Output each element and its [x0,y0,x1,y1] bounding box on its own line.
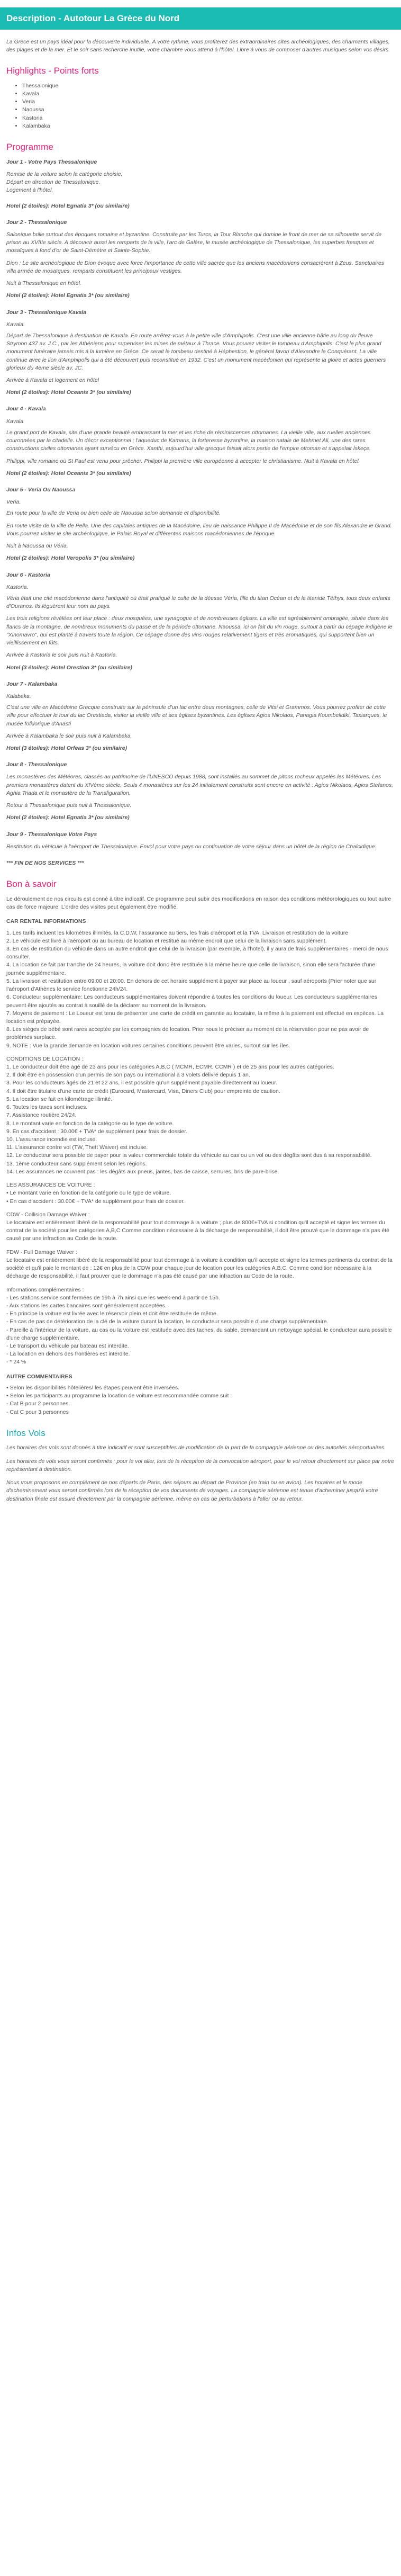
info-title: Informations complémentaires : [6,1286,84,1293]
day-line: Kavala. [6,321,25,328]
highlights-heading: Highlights - Points forts [6,66,99,76]
day-paragraph: Philippi, ville romaine où St Paul est venu pour prêcher. Philippi la première ville européenne à accepter le christianisme. Nuit à Kavala en hôtel. [6,457,360,464]
car-rental-item: 3. En cas de restitution du véhicule dans un autre endroit que celui de la livraison (par exemple, à l'hotel), il y aura de frais supplémentaires - merci de nous consulter. [6,945,388,961]
condition-item: 7. Assistance routière 24/24. [6,1112,77,1119]
day-line: Kavala [6,418,24,425]
highlight-item: • Veria [22,98,395,106]
day-line: Logement à l'hôtel. [6,187,53,194]
day-paragraph: En route pour la ville de Veria ou bien celle de Naoussa selon demande et disponibilité. [6,510,221,517]
condition-item: 14. Les assurances ne couvrent pas : les dégâts aux pneus, jantes, bas de caisse, serrures, bris de pare-brise. [6,1168,279,1175]
condition-item: 11. L'assurance contre vol (TW, Theft Waiver) est incluse. [6,1144,148,1151]
end-note: *** FIN DE NOS SERVICES *** [6,860,84,867]
day-paragraph: C'est une ville en Macédoine Grecque construite sur la péninsule d'un lac entre deux montagnes, celle de Vitsi et Grammos. Vous pourrez profiter de cette ville pour effectuer le tour du lac Orestiada, visiter la vieille ville et ses églises byzantines. Les églises Agios Nikolaos, Panagia Koumbelidiki, Taxiarques, le musée folklorique d'Anasti [6,704,387,727]
page [0,7,401,1530]
car-rental-item: 8. Les sièges de bébé sont rares acceptée par les compagnies de location. Prier nous le préciser au moment de la réservation pour ne pas avoir de problèmes surplace. [6,1026,369,1041]
bon-a-savoir-paragraph: Le déroulement de nos circuits est donné à titre indicatif. Ce programme peut subir des modifications en raison des conditions météorologiques ou tout autre cas de force majeure. L'ordre des visites peut également être modifié. [6,895,391,911]
programme-days [6,158,395,851]
day-line: Kastoria. [6,584,29,590]
cdw-text: Le locataire est entièrement libéré de la responsabilité pour tout dommage à la voiture ; plus de 800€+TVA si condition qu'il accepté et signe les termes du contrat de la société pour les catégories A,B,C Comme condition nécessaire à la décharge de responsabilité, il doit être prouvé que le dommage n'a pas été causé par une infraction au Code de la route. [6,1219,390,1242]
day-block [6,309,395,397]
condition-item: 12. Le conducteur sera possible de payer pour la valeur commerciale totale du véhicule au cas ou un vol ou des dégâts sont dus à sa responsabilité. [6,1152,372,1159]
condition-item: 4. Il doit être titulaire d'une carte de crédit (Eurocard, Mastercard, Visa, Diners Club) pour empreinte de caution. [6,1088,280,1094]
content [0,30,401,1503]
condition-item: 13. 1ème conducteur sans supplément selon les régions. [6,1160,147,1167]
infos-vols-paragraphs [6,1444,395,1503]
assurances-title: LES ASSURANCES DE VOITURE : [6,1182,95,1189]
day-paragraph: Nuit à Naoussa ou Véria. [6,543,68,550]
day-block [6,761,395,822]
day-paragraph: Retour à Thessalonique puis nuit à Thessalonique. [6,802,132,809]
day-block [6,158,395,210]
infos-vols-paragraph: Nous vous proposons en complément de nos départs de Paris, des séjours au départ de Province (en train ou en avion). Les horaires et le mode d'acheminement vous seront confirmés lors de la réception de vos documents de voyages. La compagnie aérienne est tenue d'acheminer jusqu'à votre destination finale est assuré directement par la compagnie aérienne, même en cas de perturbations à l'aller ou au retour. [6,1479,378,1502]
day-paragraph: En route visite de la ville de Pella. Une des capitales antiques de la Macédoine, lieu de naissance Philippe II de Macédoine et de son fils Alexandre le Grand. Vous pourrez visiter le site archéologique, le Palais Royal et différentes maisons macédoniennes de l'époque. [6,522,392,537]
info-item: - Pareille à l'intérieur de la voiture, au cas ou la voiture est restituée avec des taches, du sable, demandant un nettoyage spécial, le conducteur aura possible d'une charge supplémentaire. [6,1326,392,1341]
highlights-list [6,82,395,130]
day-paragraph: Dion : Le site archéologique de Dion évoque avec force l'importance de cette ville sacrée que les anciens macédoniens consacrèrent à Zeus. Sanctuaires villa armée de mosaïques, remparts constituent les principaux vestiges. [6,259,385,274]
day-paragraph: Salonique brille surtout des époques romaine et byzantine. Construite par les Turcs, la Tour Blanche qui domine le front de mer de sa silhouette servit de prison au XVIIIe siècle. A découvrir aussi les remparts de la ville, l'arc de Galère, le musée archéologique de Thessalonique, les superbes fresques et mosaïques à fond d'or de Saint-Démètre et Sainte-Sophie. [6,231,382,254]
car-rental-title: CAR RENTAL INFORMATIONS [6,918,86,925]
day-paragraph: Restitution du véhicule à l'aéroport de Thessalonique. Envol pour votre pays ou continuation de votre séjour dans un hôtel de la région de Chalcidique. [6,843,377,850]
day-line: Kalabaka. [6,693,31,699]
autre-list [6,1384,395,1416]
car-rental-item: 9. NOTE : Vue la grande demande en location voitures certaines conditions peuvent être varies, surtout sur les îles. [6,1042,290,1049]
info-item: - En cas de pas de détérioration de la clé de la voiture durant la location, le conducteur sera possible d'une charge supplémentaire. [6,1318,329,1325]
bon-a-savoir-paragraphs [6,895,395,911]
assurance-item: • Le montant varie en fonction de la catégorie ou le type de voiture. [6,1190,171,1197]
conditions-title: CONDITIONS DE LOCATION : [6,1055,84,1062]
day-paragraph: Nuit à Thessalonique en hôtel. [6,280,81,287]
day-title: Jour 5 - Veria Ou Naoussa [6,487,76,493]
hotel-line: Hotel (2 étoiles): Hotel Veropolis 3* (ou similaire) [6,555,135,562]
day-paragraph: Véria était une cité macédonienne dans l'antiquité où était pratiqué le culte de la déesse Véria, fille du titan Océan et de la titanide Téthys, tous deux enfants d'Ouranos. Ils léguèrent leur nom au pays. [6,595,390,610]
condition-item: 8. Le montant varie en fonction de la catégorie ou le type de voiture. [6,1120,174,1127]
condition-item: 1. Le conducteur doit être agé de 23 ans pour les catégories A,B,C ( MCMR, ECMR, CCMR ) et de 25 ans pour les autres catégories. [6,1064,334,1071]
highlight-item: • Thessalonique [22,82,395,90]
assurance-item: • En cas d'accident : 30.00€ + TVA* de supplément pour frais de dossier. [6,1198,185,1205]
car-rental-item: 2. Le véhicule est livré à l'aéroport ou au bureau de location et restitué au même endroit que celui de la livraison sans supplément. [6,937,327,944]
condition-item: 2. Il doit être en possession d'un permis de son pays ou international à 3 volets délivré depuis 1 an. [6,1072,250,1079]
highlight-item: • Kalambaka [22,122,395,130]
highlight-item: • Kavala [22,90,395,98]
conditions-list [6,1063,395,1176]
infos-vols-paragraph: Les horaires de vols vous seront confirmés : pour le vol aller, lors de la réception de la convocation aéroport, pour le vol retour directement sur place par notre représentant à destination. [6,1458,395,1473]
day-title: Jour 6 - Kastoria [6,571,50,578]
condition-item: 5. La location se fait en kilométrage illimité. [6,1096,113,1102]
infos-vols-heading: Infos Vols [6,1428,45,1438]
info-item: - * 24 % [6,1359,26,1366]
day-paragraph: Le grand port de Kavala, site d'une grande beauté embrassant la mer et les riche de réminiscences ottomanes. La vieille ville, aux ruelles anciennes couronnées par la citadelle. Un décor exceptionnel ; l'aqueduc de Kamaris, la forteresse byzantine, la maison natale de Mehmet Ali, une des rares constructions civiles ottomanes ayant survécu en Grèce. Xanthi, aujourd'hui ville grecque faisait alors partie de l'empire ottoman et s'appelait İskeçe. [6,429,371,452]
car-rental-item: 6. Conducteur supplémentaire: Les conducteurs supplémentaires doivent répondre à toutes les conditions du loueur. Les conducteurs supplémentaires peuvent être ajoutés au contrat à souillé de la déclarer au moment de la livraison. [6,994,378,1009]
day-block [6,680,395,753]
info-item: - Les stations service sont fermées de 19h à 7h ainsi que les week-end à partir de 15h. [6,1294,220,1301]
day-title: Jour 3 - Thessalonique Kavala [6,309,87,316]
condition-item: 9. En cas d'accident : 30.00€ + TVA* de supplément pour frais de dossier. [6,1128,188,1135]
autre-item: - Cat C pour 3 personnes [6,1408,69,1415]
day-block [6,405,395,478]
hotel-line: Hotel (2 étoiles): Hotel Egnatia 3* (ou similaire) [6,814,130,821]
car-rental-item: 1. Les tarifs incluent les kilomètres illimités, la C.D.W, l'assurance au tiers, les frais d'aéroport et la TVA. Livraison et restitution de la voiture [6,929,349,936]
day-paragraph: Arrivée à Kastoria le soir puis nuit à Kastoria. [6,652,117,659]
fdw-title: FDW - Full Damage Waiver : [6,1249,77,1255]
day-block [6,219,395,300]
info-item: - La location en dehors des frontières est interdite. [6,1351,130,1358]
info-item: - Le transport du véhicule par bateau est interdite. [6,1343,129,1350]
car-rental-item: 7. Moyens de paiement : Le Loueur est tenu de présenter une carte de crédit en garantie au locataire, la même à la paiement est effectué en espèces. La location est prépayée. [6,1010,384,1025]
day-title: Jour 1 - Votre Pays Thessalonique [6,158,97,165]
day-paragraph: Arrivée à Kavala et logement en hôtel [6,377,99,384]
hotel-line: Hotel (3 étoiles): Hotel Orestion 3* (ou similaire) [6,664,133,671]
hotel-line: Hotel (2 étoiles): Hotel Oceanis 3* (ou similaire) [6,470,131,477]
fdw-text: Le locataire est entièrement libéré de la responsabilité pour tout dommage à la voiture à condition qu'il accepte et signe les termes pertinents du contrat de la société et qu'il paie le montant de : 12€ en plus de la CDW pour chaque jour de location pour les catégories A,B,C. Comme condition nécessaire à la décharge de responsabilité, il faut prouver que le dommage n'a pas été causé par une infraction au Code de la route. [6,1256,393,1280]
car-rental-list [6,929,395,1050]
info-list [6,1294,395,1367]
autre-item: • Selon les participants au programme la location de voiture est recommandée comme suit : [6,1393,232,1399]
day-paragraph: Arrivée à Kalambaka le soir puis nuit à Kalambaka. [6,732,132,739]
spacer [6,195,395,198]
assurances-list [6,1189,395,1205]
intro-text: La Grèce est un pays idéal pour la découverte individuelle. À votre rythme, vous profiterez des extraordinaires sites archéologiques, des charmants villages, des plages et de la mer. Et le soir sans recherche inutile, votre chambre vous attend à l'hôtel. Libre à vous de composer d'autres musiques selon vos désirs. [6,38,390,53]
day-paragraph: Les trois religions révélées ont leur place : deux mosquées, une synagogue et de nombreuses églises. La ville est agréablement ombragée, située dans les flancs de la montagne, de nombreux monuments du passé et de la période ottomane. Naoussa, ici on fait du vin rouge, surtout à partir du cépage indigène le "Xinomavro", qui est planté à travers toute la région. Ce cépage donne des vins rouges relativement tigers et très aromatiques, qui supportent bien un vieillissement en fûts. [6,615,393,647]
autre-item: • Selon les disponibilités hôtelières/ les étapes peuvent être inversées. [6,1384,180,1391]
day-title: Jour 2 - Thessalonique [6,219,67,226]
car-rental-item: 5. La livraison et restitution entre 09:00 et 20:00. En dehors de cet horaire supplément à payer sur place au loueur , sauf aéroports (Prier noter que sur l'aéroport d'Athènes le service fonctionne 24h/24. [6,977,377,993]
info-item: - En principe la voiture est livrée avec le réservoir plein et doit être restituée de même. [6,1311,218,1317]
day-block [6,831,395,851]
autre-title: AUTRE COMMENTAIRES [6,1373,72,1380]
hotel-line: Hotel (2 étoiles): Hotel Oceanis 3* (ou similaire) [6,389,131,396]
day-line: Veria. [6,499,21,506]
day-line: Remise de la voiture selon la catégorie choisie. [6,170,123,177]
day-title: Jour 8 - Thessalonique [6,761,67,768]
hotel-line: Hotel (3 étoiles): Hotel Orfeas 3* (ou similaire) [6,745,127,752]
condition-item: 3. Pour les conducteurs âgés de 21 et 22 ans, il est possible qu'un supplément payable directement au loueur. [6,1080,278,1087]
day-title: Jour 9 - Thessalonique Votre Pays [6,831,97,838]
day-title: Jour 4 - Kavala [6,406,46,412]
condition-item: 10. L'assurance incendie est incluse. [6,1136,97,1143]
info-item: - Aux stations les cartes bancaires sont généralement acceptées. [6,1302,167,1309]
cdw-title: CDW - Collision Damage Waiver : [6,1211,90,1218]
page-title: Description - Autotour La Grèce du Nord [0,7,401,30]
programme-heading: Programme [6,142,53,152]
hotel-line: Hotel (2 étoiles): Hotel Egnatia 3* (ou similaire) [6,292,130,299]
day-line: Départ en direction de Thessalonique. [6,179,101,186]
highlight-item: • Naoussa [22,106,395,114]
infos-vols-paragraph: Les horaires des vols sont donnés à titre indicatif et sont susceptibles de modification de la part de la compagnie aérienne ou des autorités aéroportuaires. [6,1444,386,1451]
bon-a-savoir-heading: Bon à savoir [6,879,57,890]
autre-item: - Cat B pour 2 personnes. [6,1401,70,1407]
day-block [6,486,395,563]
condition-item: 6. Toutes les taxes sont incluses. [6,1104,88,1111]
highlight-item: • Kastoria [22,114,395,122]
day-title: Jour 7 - Kalambaka [6,680,58,687]
day-block [6,571,395,672]
day-paragraph: Les monastères des Météores, classés au patrimoine de l'UNESCO depuis 1988, sont installés au sommet de pitons rocheux appelés les Météores. Les premiers monastères datent du XIVème siècle. Seuls 4 monastères sur les 24 initialement construits sont encore en activité : Agios Nikolaos, Agios Stefanos, Aghia Triada et le monastère de la Transfiguration. [6,774,394,796]
car-rental-item: 4. La location se fait par tranche de 24 heures, la voiture doit donc être restituée à la même heure que celle de livraison, sinon elle sera facturée d'une journée supplémentaire. [6,962,376,976]
day-paragraph: Départ de Thessalonique à destination de Kavala. En route arrêtez-vous à la petite ville d'Amphipolis. C'est une ville ancienne bâtie au long du fleuve Strymon 437 av. J.C., par les Athéniens pour superviser les mines de métaux à Thrace. Vous pouvez visiter le tombeau d'Amphipolis. C'est le plus grand monument funéraire jamais mis à la lumière en Grèce. Ce serait le tombeau destiné à Héphestion, le général favori d'Alexandre le Conquérant. La ville continue avec le lion d'Amphipolis qui a été découvert puis reconstitué en 1932. C'est un monument macédonien qui représente la gloire et actes guerriers glorieux du 4ème siècle av. JC. [6,332,386,371]
hotel-line: Hotel (2 étoiles): Hotel Egnatia 3* (ou similaire) [6,202,130,209]
